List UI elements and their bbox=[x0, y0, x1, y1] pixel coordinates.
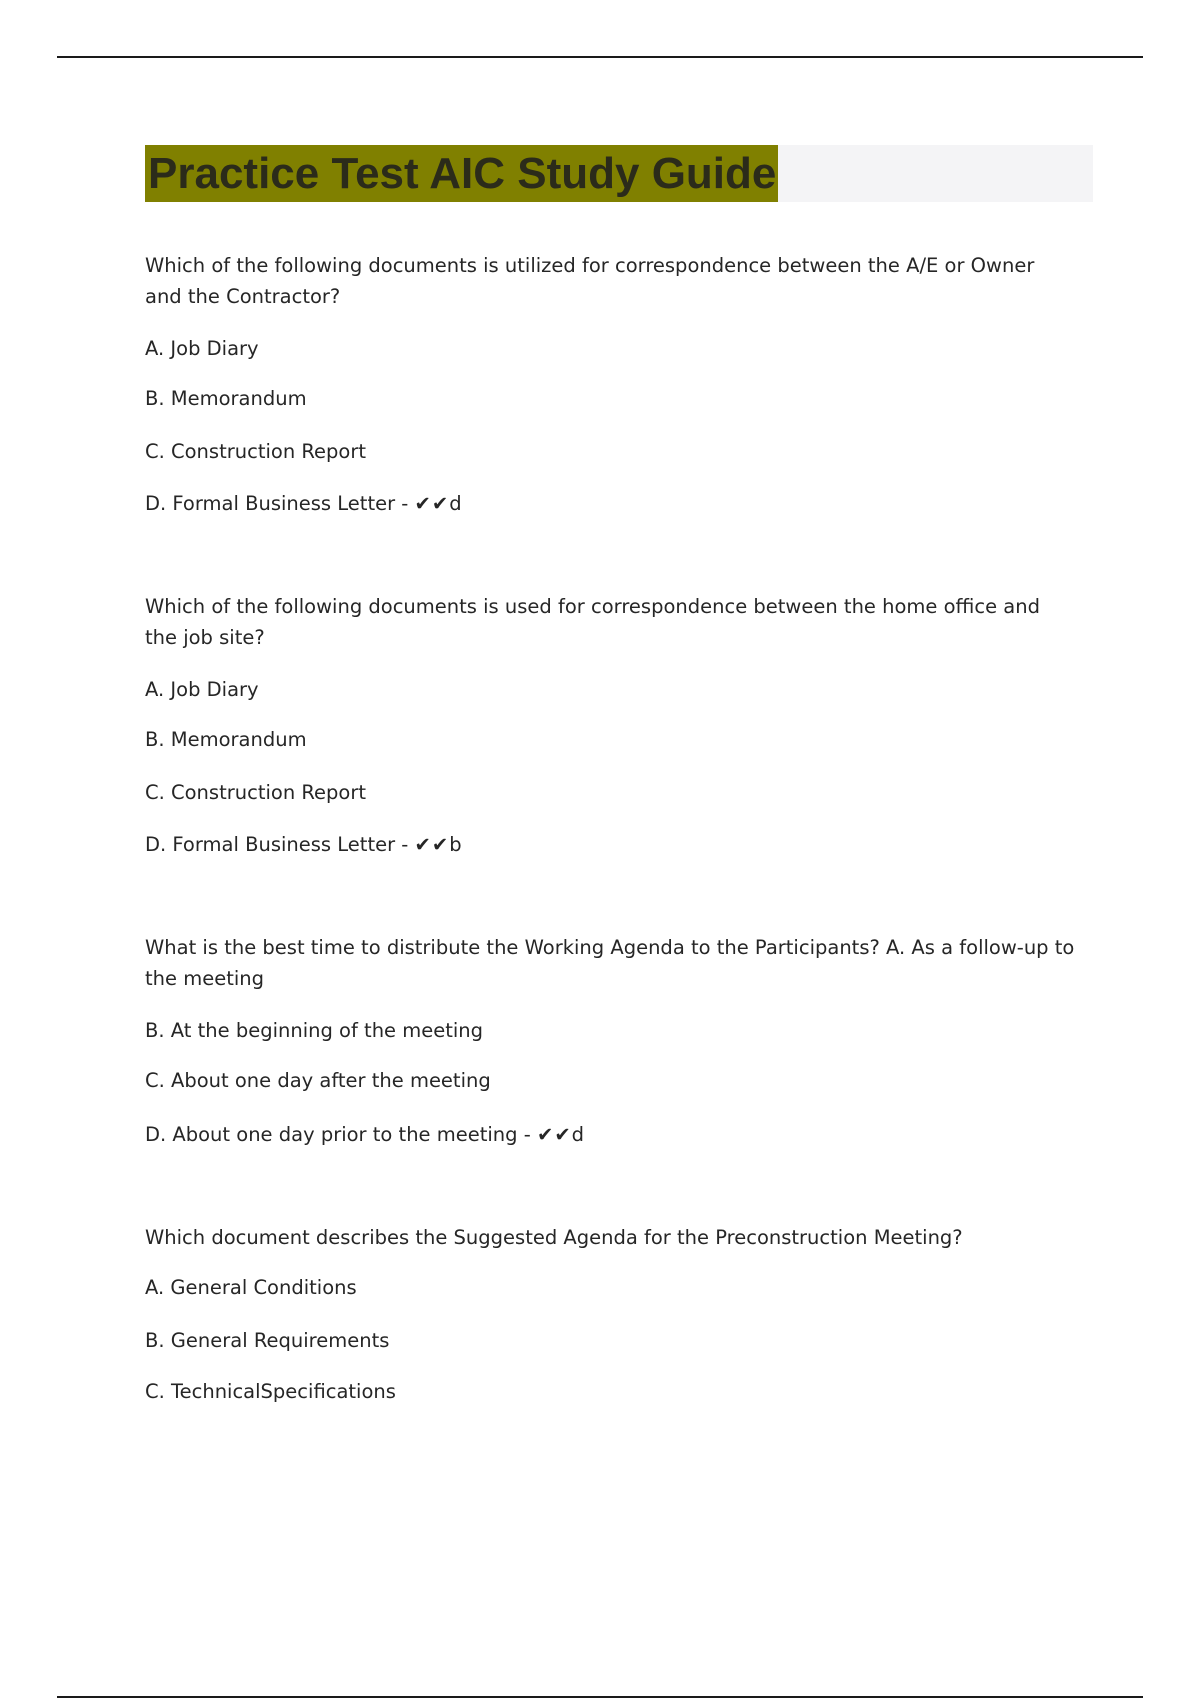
question-1-option-d-label: D. Formal Business Letter - bbox=[145, 492, 415, 515]
question-3-text: What is the best time to distribute the Working Agenda to the Participants? A. As a follow-up to the meeting bbox=[145, 936, 1075, 990]
question-4-option-a: A. General Conditions bbox=[145, 1276, 357, 1299]
question-4-text: Which document describes the Suggested Agenda for the Preconstruction Meeting? bbox=[145, 1226, 963, 1249]
question-2-option-c: C. Construction Report bbox=[145, 781, 367, 804]
header-rule bbox=[57, 56, 1143, 58]
question-1-answer-mark: ✔✔d bbox=[414, 492, 463, 515]
question-1-option-d bbox=[145, 488, 463, 519]
question-3-option-d bbox=[145, 1119, 585, 1150]
question-2-option-d-label: D. Formal Business Letter - bbox=[145, 833, 415, 856]
question-2-option-b: B. Memorandum bbox=[145, 728, 307, 751]
question-1-option-a: A. Job Diary bbox=[145, 337, 259, 360]
question-2-text: Which of the following documents is used for correspondence between the home office and the job site? bbox=[145, 595, 1040, 649]
question-4-option-b: B. General Requirements bbox=[145, 1329, 390, 1352]
footer-rule bbox=[57, 1696, 1143, 1698]
question-1-text: Which of the following documents is utilized for correspondence between the A/E or Owner and the Contractor? bbox=[145, 254, 1035, 308]
page-title: Practice Test AIC Study Guide bbox=[145, 145, 778, 202]
question-3-option-b: B. At the beginning of the meeting bbox=[145, 1019, 484, 1042]
question-2-option-a: A. Job Diary bbox=[145, 678, 259, 701]
question-3-answer-mark: ✔✔d bbox=[536, 1123, 586, 1146]
question-1-option-b: B. Memorandum bbox=[145, 387, 307, 410]
question-2-option-d bbox=[145, 829, 463, 860]
question-2-answer-mark: ✔✔b bbox=[414, 833, 463, 856]
question-3-option-c: C. About one day after the meeting bbox=[145, 1069, 491, 1092]
question-4-option-c: C. TechnicalSpecifications bbox=[145, 1380, 396, 1403]
question-1-option-c: C. Construction Report bbox=[145, 440, 367, 463]
question-3-option-d-label: D. About one day prior to the meeting - bbox=[145, 1123, 537, 1146]
